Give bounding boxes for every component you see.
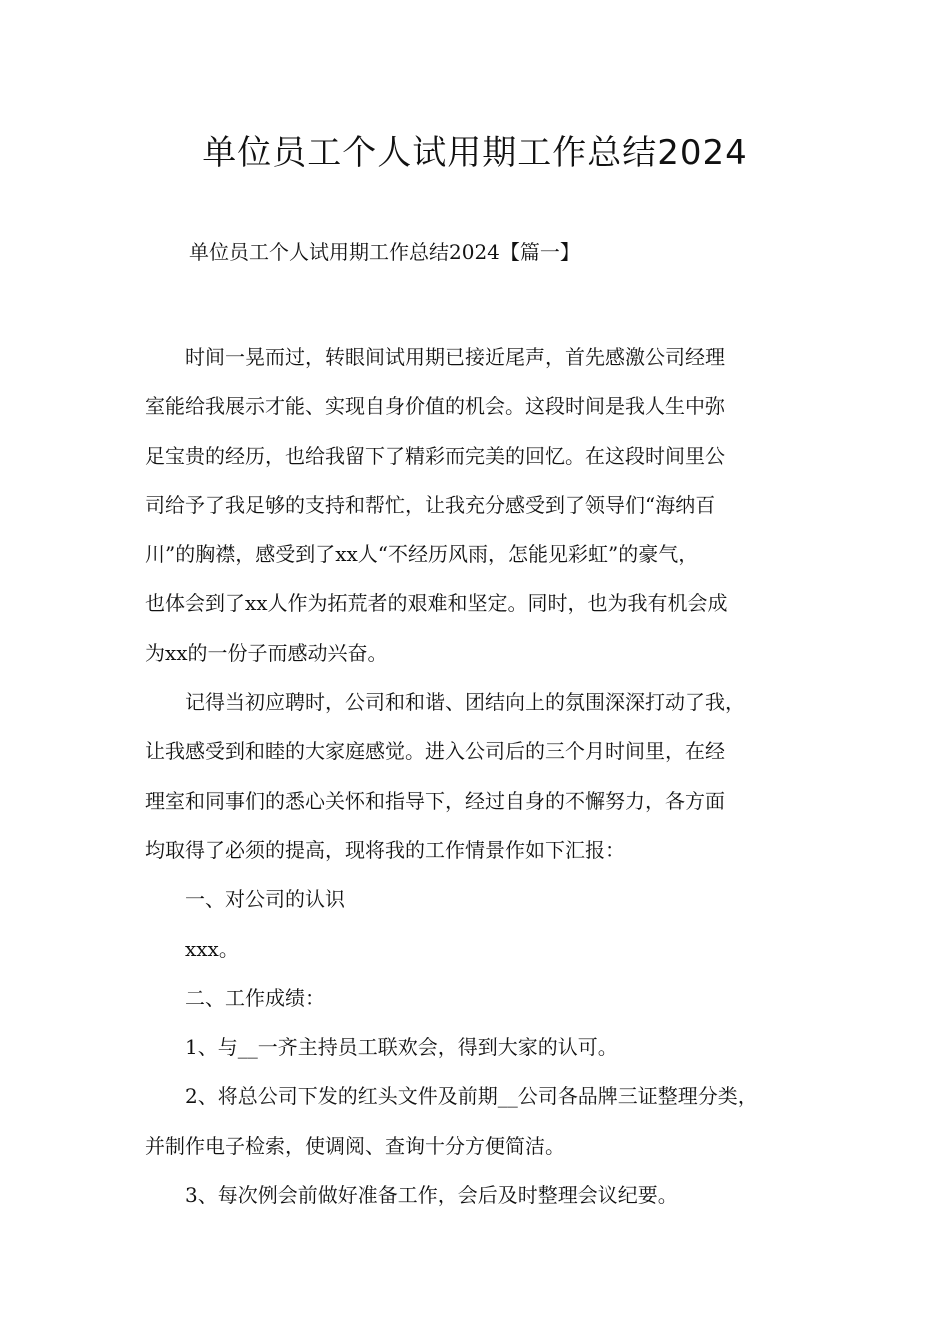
- document-body: [145, 333, 835, 1220]
- text-line: 让我感受到和睦的大家庭感觉。进入公司后的三个月时间里，在经: [145, 739, 725, 764]
- section-heading: 单位员工个人试用期工作总结2024【篇一】: [189, 240, 580, 264]
- text-line: 司给予了我足够的支持和帮忙，让我充分感受到了领导们“海纳百: [145, 492, 716, 517]
- paragraph: [145, 1072, 835, 1171]
- paragraph: [145, 333, 835, 678]
- paragraph: [145, 1023, 835, 1072]
- paragraph: [145, 678, 835, 875]
- text-line: xxx。: [185, 936, 239, 961]
- text-line: 足宝贵的经历，也给我留下了精彩而完美的回忆。在这段时间里公: [145, 443, 725, 468]
- document-title: 单位员工个人试用期工作总结2024: [202, 133, 748, 173]
- text-line: 室能给我展示才能、实现自身价值的机会。这段时间是我人生中弥: [145, 394, 725, 419]
- text-line: 记得当初应聘时，公司和和谐、团结向上的氛围深深打动了我，: [185, 690, 745, 715]
- paragraph: [145, 1171, 835, 1220]
- text-line: 川”的胸襟，感受到了xx人“不经历风雨，怎能见彩虹”的豪气，: [145, 542, 699, 567]
- paragraph: [145, 925, 835, 974]
- text-line: 二、工作成绩：: [185, 985, 325, 1010]
- text-line: 1、与__一齐主持员工联欢会，得到大家的认可。: [185, 1035, 618, 1060]
- paragraph: [145, 875, 835, 924]
- text-line: 3、每次例会前做好准备工作，会后及时整理会议纪要。: [185, 1183, 678, 1208]
- text-line: 为xx的一份子而感动兴奋。: [145, 640, 388, 665]
- text-line: 一、对公司的认识: [185, 887, 345, 912]
- text-line: 也体会到了xx人作为拓荒者的艰难和坚定。同时，也为我有机会成: [145, 591, 728, 616]
- text-line: 理室和同事们的悉心关怀和指导下，经过自身的不懈努力，各方面: [145, 788, 725, 813]
- text-line: 时间一晃而过，转眼间试用期已接近尾声，首先感激公司经理: [185, 345, 725, 369]
- text-line: 并制作电子检索，使调阅、查询十分方便简洁。: [145, 1133, 565, 1158]
- paragraph: [145, 974, 835, 1023]
- text-line: 2、将总公司下发的红头文件及前期__公司各品牌三证整理分类，: [185, 1084, 758, 1109]
- text-line: 均取得了必须的提高，现将我的工作情景作如下汇报：: [145, 837, 625, 862]
